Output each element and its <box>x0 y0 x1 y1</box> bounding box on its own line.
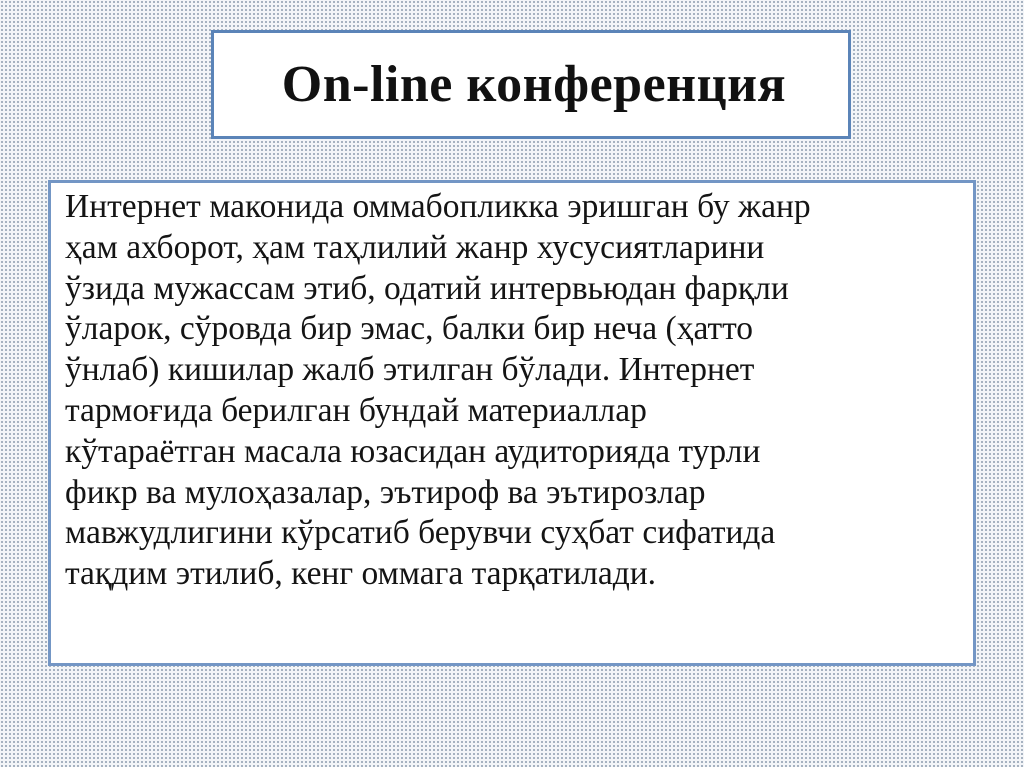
body-line: ўнлаб) кишилар жалб этилган бўлади. Интернет <box>65 351 755 389</box>
body-line: Интернет маконида оммабопликка эришган бу жанр <box>65 188 811 225</box>
slide-title: On-line конференция <box>281 56 787 113</box>
body-line: фикр ва мулоҳазалар, эътироф ва эътирозлар <box>65 473 706 511</box>
body-line: кўтараётган масала юзасидан аудиторияда турли <box>65 432 761 470</box>
body-line: ўларок, сўровда бир эмас, балки бир неча (ҳатто <box>65 310 754 348</box>
body-paragraph <box>65 187 811 595</box>
body-line: ўзида мужассам этиб, одатий интервьюдан фарқли <box>65 269 789 307</box>
content-box <box>48 180 976 666</box>
title-box <box>211 30 851 139</box>
body-line: тармоғида берилган бундай материаллар <box>65 391 647 429</box>
body-line: ҳам ахборот, ҳам таҳлилий жанр хусусиятларини <box>65 228 765 266</box>
body-line: тақдим этилиб, кенг оммага тарқатилади. <box>65 555 657 593</box>
body-line: мавжудлигини кўрсатиб берувчи суҳбат сифатида <box>65 514 776 552</box>
